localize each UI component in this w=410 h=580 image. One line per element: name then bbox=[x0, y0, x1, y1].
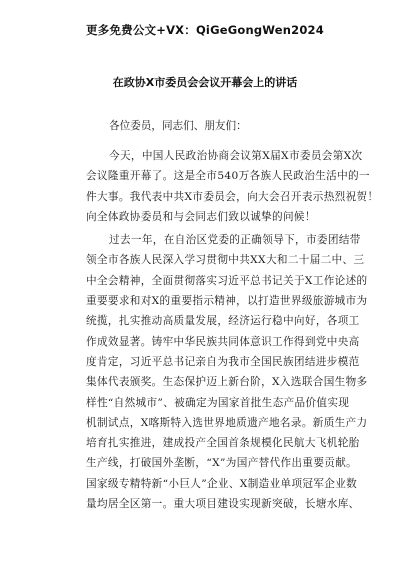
paragraph-line: 生产线，打破国外垄断，“X”为国产替代作出重要贡献。 bbox=[86, 457, 358, 470]
salutation: 各位委员，同志们、朋友们： bbox=[109, 120, 247, 132]
paragraph-line: 度肯定，习近平总书记亲自为我市全国民族团结进步模范 bbox=[86, 355, 360, 368]
paragraph-line: 重要要求和对X的重要指示精神，以打造世界级旅游城市为 bbox=[86, 295, 368, 308]
paragraph-line: 过去一年，在自治区党委的正确领导下，市委团结带 bbox=[109, 234, 361, 247]
paragraph-line: 件大事。我代表中共X市委员会，向大会召开表示热烈祝贺！ bbox=[86, 190, 379, 203]
paragraph-line: 量均居全区第一。重大项目建设实现新突破，长塘水库、 bbox=[86, 498, 360, 511]
paragraph-line: 中全会精神，全面贯彻落实习近平总书记关于X工作论述的 bbox=[86, 274, 368, 287]
paragraph-line: 国家级专精特新“小巨人”企业、X制造业单项冠军企业数 bbox=[86, 477, 358, 490]
paragraph-line: 向全体政协委员和与会同志们致以诚挚的问候！ bbox=[86, 210, 316, 223]
header-promo-text: 更多免费公文+VX：QiGeGongWen2024 bbox=[86, 23, 324, 37]
paragraph-line: 集体代表颁奖。生态保护迈上新台阶，X入选联合国生物多 bbox=[86, 376, 368, 389]
paragraph-line: 统揽，扎实推动高质量发展，经济运行稳中向好，各项工 bbox=[86, 315, 360, 328]
document-body bbox=[86, 119, 379, 514]
paragraph-line: 机制试点，X喀斯特入选世界地质遗产地名录。新质生产力 bbox=[86, 416, 368, 429]
paragraph-line: 作成效显著。铸牢中华民族共同体意识工作得到党中央高 bbox=[86, 335, 360, 348]
paragraph-line: 领全市各族人民深入学习贯彻中共XX大和二十届二中、三 bbox=[86, 254, 365, 267]
paragraph bbox=[86, 146, 379, 227]
paragraph-line: 样性“自然城市”、被确定为国家首批生态产品价值实现 bbox=[86, 396, 350, 409]
document-title: 在政协X市委员会会议开幕会上的讲话 bbox=[112, 76, 298, 89]
paragraph bbox=[86, 230, 368, 514]
paragraph-line: 培育扎实推进，建成投产全国首条规模化民航大飞机轮胎 bbox=[86, 437, 360, 450]
paragraph-line: 会议隆重开幕了。这是全市540万各族人民政治生活中的一 bbox=[86, 170, 370, 183]
paragraph-line: 今天，中国人民政治协商会议第X届X市委员会第X次 bbox=[109, 150, 363, 162]
